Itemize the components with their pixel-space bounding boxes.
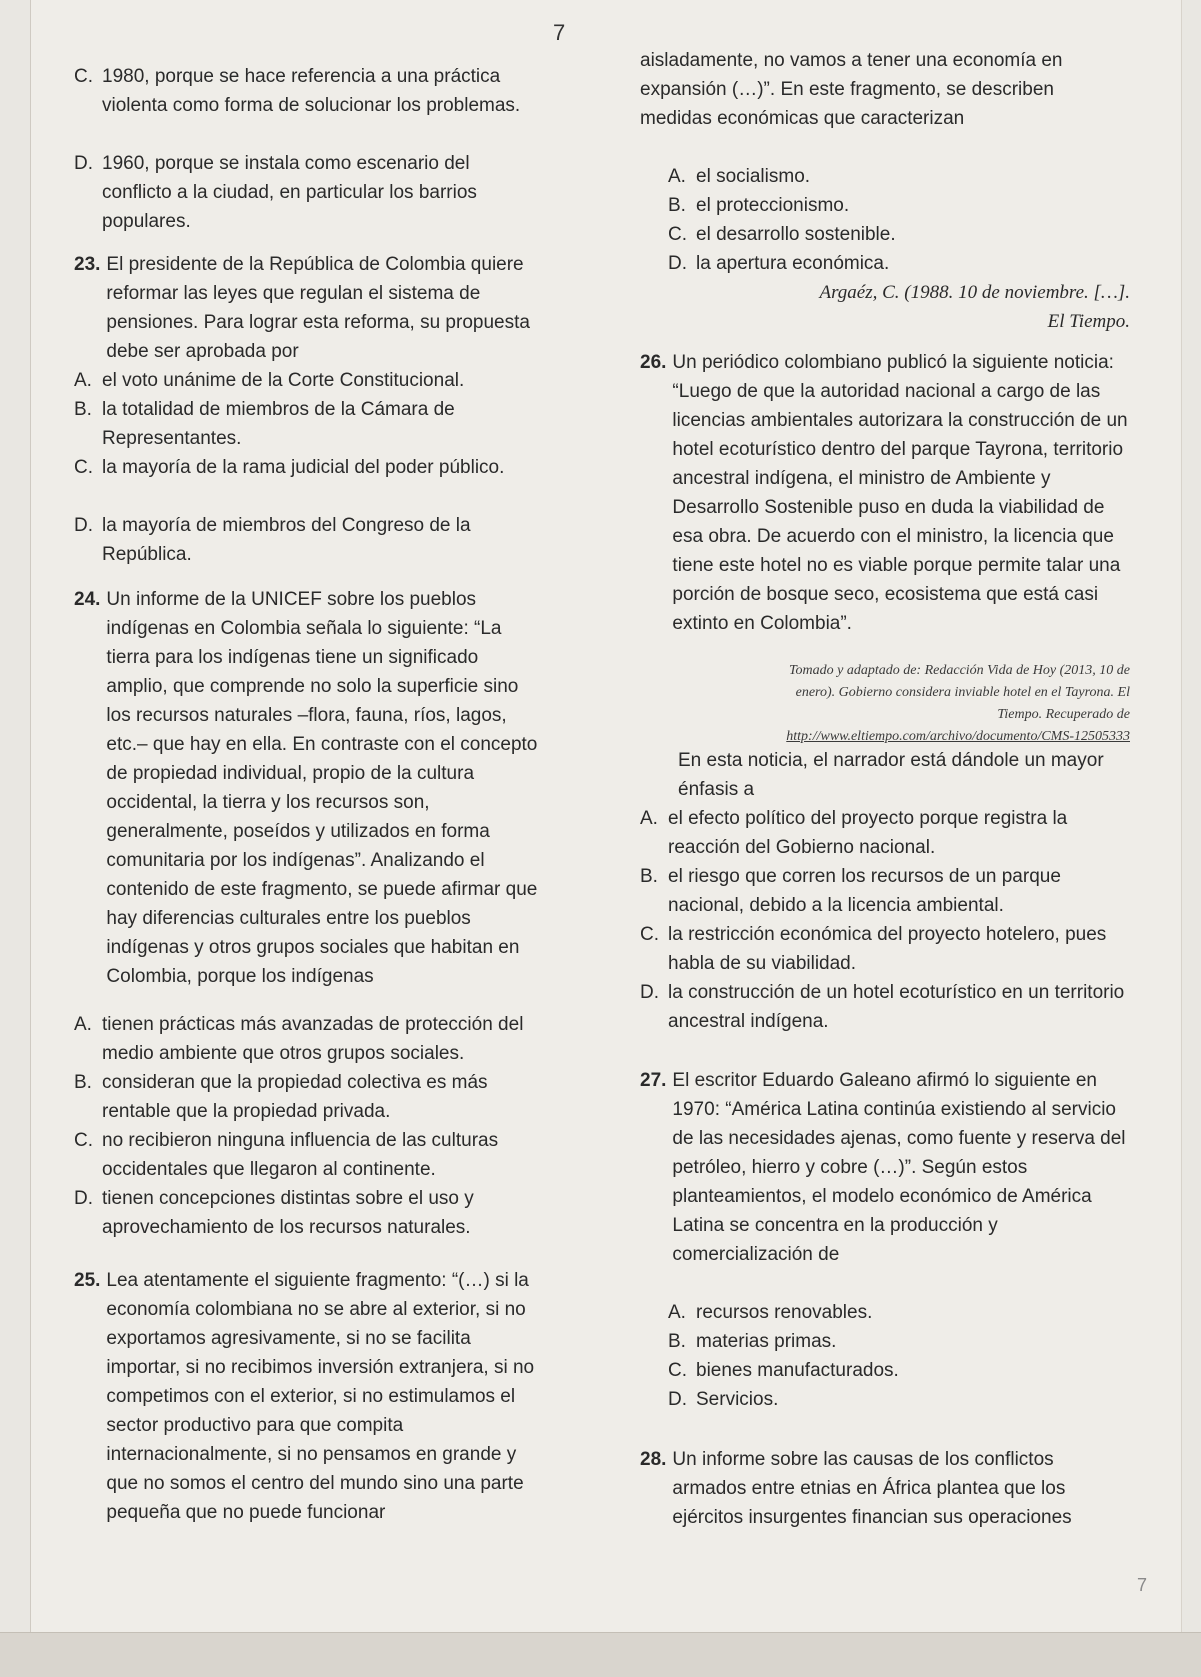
q28-stem-text: Un informe sobre las causas de los conflictos armados entre etnias en África plantea que los ejércitos insurgentes financian sus operaciones <box>672 1449 1072 1528</box>
q24-option-c <box>74 1126 544 1184</box>
q24-option-b-text: consideran que la propiedad colectiva es más rentable que la propiedad privada. <box>102 1072 488 1122</box>
q24-option-d <box>74 1184 544 1242</box>
q25-citation-line-1: Argaéz, C. (1988. 10 de noviembre. […]. <box>819 282 1130 303</box>
q25-option-b-letter: B. <box>668 195 686 216</box>
q24-option-b <box>74 1068 544 1126</box>
q26-option-b <box>640 862 1130 920</box>
q23-option-c <box>74 453 544 482</box>
q23-number: 23. <box>74 254 101 275</box>
q26-number: 26. <box>640 352 667 373</box>
q26-option-d <box>640 978 1130 1036</box>
q27-option-c <box>640 1356 1130 1385</box>
q26-option-a-letter: A. <box>640 808 658 829</box>
q23-option-b-text: la totalidad de miembros de la Cámara de Representantes. <box>102 399 455 449</box>
q24-number: 24. <box>74 589 101 610</box>
q27-option-d-letter: D. <box>668 1389 687 1410</box>
q27-option-a <box>640 1298 1130 1327</box>
q26-option-a <box>640 804 1130 862</box>
q22-option-d: D. 1960, porque se instala como escenario del conflicto a la ciudad, en particular los barrios populares. <box>74 149 544 236</box>
q24-option-d-letter: D. <box>74 1188 93 1209</box>
q22-option-d-text: 1960, porque se instala como escenario del conflicto a la ciudad, en particular los barrios populares. <box>102 153 477 232</box>
q25-option-b-text: el proteccionismo. <box>696 195 850 216</box>
q26-option-a-text: el efecto político del proyecto porque registra la reacción del Gobierno nacional. <box>668 808 1068 858</box>
q25-option-d-text: la apertura económica. <box>696 253 890 274</box>
q24-stem <box>74 585 544 991</box>
q22-option-c-text: 1980, porque se hace referencia a una práctica violenta como forma de solucionar los problemas. <box>102 66 521 116</box>
q27-option-d-text: Servicios. <box>696 1389 779 1410</box>
q26-citation-line-2: enero). Gobierno considera inviable hotel en el Tayrona. El <box>795 685 1130 700</box>
q23-option-a <box>74 366 544 395</box>
q25-citation-line-2: El Tiempo. <box>1047 311 1130 332</box>
q27-option-d <box>640 1385 1130 1414</box>
q27-option-b-letter: B. <box>668 1331 686 1352</box>
q26-option-d-text: la construcción de un hotel ecoturístico en un territorio ancestral indígena. <box>668 982 1125 1032</box>
q24-option-b-letter: B. <box>74 1072 92 1093</box>
q24-option-c-letter: C. <box>74 1130 93 1151</box>
q25-option-a-letter: A. <box>668 166 686 187</box>
q24-option-a-text: tienen prácticas más avanzadas de protección del medio ambiente que otros grupos sociales. <box>102 1014 524 1064</box>
q28-number: 28. <box>640 1449 667 1470</box>
q26-option-b-text: el riesgo que corren los recursos de un parque nacional, debido a la licencia ambiental. <box>668 866 1061 916</box>
q26-option-c <box>640 920 1130 978</box>
q24-option-a-letter: A. <box>74 1014 92 1035</box>
q25-option-c-text: el desarrollo sostenible. <box>696 224 896 245</box>
q24-option-a <box>74 1010 544 1068</box>
q24-stem-text: Un informe de la UNICEF sobre los pueblos indígenas en Colombia señala lo siguiente: “La tierra para los indígenas tiene un significado amplio, que comprende no solo la superficie sino los recursos naturales –flora, fauna, ríos, lagos, etc.– que hay en ella. En contraste con el concepto de propiedad individual, propio de la cultura occidental, la tierra y los recursos son, generalmente, poseídos y utilizados en forma comunitaria por los indígenas”. Analizando el contenido de este fragmento, se puede afirmar que hay diferencias culturales entre los pueblos indígenas y otros grupos sociales que habitan en Colombia, porque los indígenas <box>106 589 538 987</box>
q25-option-d <box>640 249 1130 278</box>
q23-option-d-text: la mayoría de miembros del Congreso de la República. <box>102 515 471 565</box>
q26-stem <box>640 348 1130 638</box>
q25-stem <box>74 1266 544 1527</box>
q25-option-c-letter: C. <box>668 224 687 245</box>
q23-stem <box>74 250 544 366</box>
q27-option-b-text: materias primas. <box>696 1331 837 1352</box>
q25-option-a-text: el socialismo. <box>696 166 811 187</box>
q25-option-c <box>640 220 1130 249</box>
q23-stem-text: El presidente de la República de Colombia quiere reformar las leyes que regulan el sistema de pensiones. Para lograr esta reforma, su propuesta debe ser aprobada por <box>106 254 530 362</box>
q25-stem-continuation: aisladamente, no vamos a tener una economía en expansión (…)”. En este fragmento, se describen medidas económicas que caracterizan <box>640 50 1063 129</box>
q26-option-c-letter: C. <box>640 924 659 945</box>
q23-option-c-letter: C. <box>74 457 93 478</box>
q27-option-a-text: recursos renovables. <box>696 1302 873 1323</box>
q25-option-d-letter: D. <box>668 253 687 274</box>
q26-citation-line-1: Tomado y adaptado de: Redacción Vida de Hoy (2013, 10 de <box>789 663 1130 678</box>
q27-stem <box>640 1066 1130 1269</box>
q26-option-c-text: la restricción económica del proyecto hotelero, pues habla de su viabilidad. <box>668 924 1107 974</box>
page-fold-shadow <box>0 1632 1201 1677</box>
q25-number: 25. <box>74 1270 101 1291</box>
q24-option-c-text: no recibieron ninguna influencia de las culturas occidentales que llegaron al continente. <box>102 1130 499 1180</box>
q23-option-c-text: la mayoría de la rama judicial del poder público. <box>102 457 505 478</box>
q23-option-b <box>74 395 544 453</box>
q26-question: En esta noticia, el narrador está dándole un mayor énfasis a <box>678 750 1104 800</box>
q24-option-d-text: tienen concepciones distintas sobre el uso y aprovechamiento de los recursos naturales. <box>102 1188 474 1238</box>
q28-stem <box>640 1445 1130 1532</box>
q25-option-b <box>640 191 1130 220</box>
q23-option-b-letter: B. <box>74 399 92 420</box>
page-number-top: 7 <box>553 20 566 45</box>
q25-stem-text: Lea atentamente el siguiente fragmento: “(…) si la economía colombiana no se abre al exterior, si no exportamos agresivamente, si no se facilita importar, si no recibimos inversión extranjera, si no competimos con el exterior, si no estimulamos el sector productivo para que compita internacionalmente, si no pensamos en grande y que no somos el centro del mundo sino una parte pequeña que no puede funcionar <box>106 1270 535 1523</box>
q27-option-a-letter: A. <box>668 1302 686 1323</box>
q23-option-d <box>74 511 544 569</box>
q22-option-c: C. 1980, porque se hace referencia a una práctica violenta como forma de solucionar los problemas. <box>74 62 544 120</box>
q27-stem-text: El escritor Eduardo Galeano afirmó lo siguiente en 1970: “América Latina continúa existiendo al servicio de las necesidades ajenas, como fuente y reserva del petróleo, hierro y cobre (…)”. Según estos planteamientos, el modelo económico de América Latina se concentra en la producción y comercialización de <box>672 1070 1126 1265</box>
q27-number: 27. <box>640 1070 667 1091</box>
q26-citation-line-3: Tiempo. Recuperado de <box>997 707 1130 722</box>
q26-option-b-letter: B. <box>640 866 658 887</box>
q23-option-a-text: el voto unánime de la Corte Constitucional. <box>102 370 465 391</box>
q25-option-a <box>640 162 1130 191</box>
q27-option-c-text: bienes manufacturados. <box>696 1360 899 1381</box>
page-number-bottom: 7 <box>1137 1575 1148 1595</box>
q27-option-b <box>640 1327 1130 1356</box>
q26-stem-text: Un periódico colombiano publicó la siguiente noticia: “Luego de que la autoridad nacional a cargo de las licencias ambientales autorizara la construcción de un hotel ecoturístico dentro del parque Tayrona, territorio ancestral indígena, el ministro de Ambiente y Desarrollo Sostenible puso en duda la viabilidad de esa obra. De acuerdo con el ministro, la licencia que tiene este hotel no es viable porque permite talar una porción de bosque seco, ecosistema que está casi extinto en Colombia”. <box>672 352 1128 634</box>
q26-option-d-letter: D. <box>640 982 659 1003</box>
q23-option-a-letter: A. <box>74 370 92 391</box>
q27-option-c-letter: C. <box>668 1360 687 1381</box>
q23-option-d-letter: D. <box>74 515 93 536</box>
q26-citation-url[interactable]: http://www.eltiempo.com/archivo/documento/CMS-12505333 <box>786 729 1130 744</box>
